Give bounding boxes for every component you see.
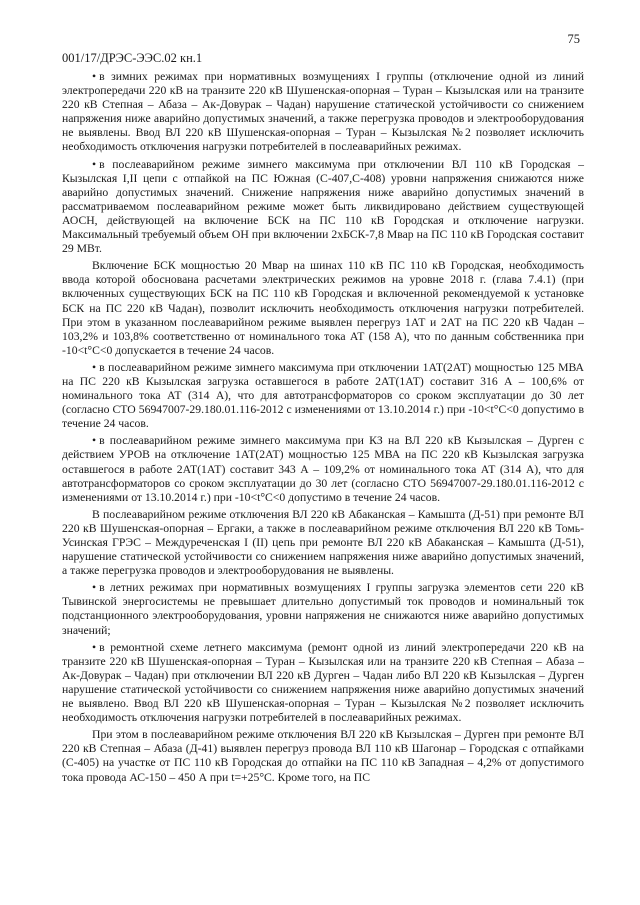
paragraph-text: В послеаварийном режиме отключения ВЛ 220 кВ Абаканская – Камышта (Д-51) при ремонте ВЛ 220 кВ Шушенская-опорная – Ергаки, а также в послеаварийном режиме отключения ВЛ 220 кВ Томь-Усинская ГРЭС – Междуреченская I (II) цепь при ремонте ВЛ 220 кВ Абаканская – Камышта (Д-51), нарушение статической устойчивости со снижением напряжения ниже аварийно допустимых значений, а также перегрузка проводов и электрооборудования не выявлены.	[62, 507, 584, 578]
paragraph-1	[62, 70, 584, 155]
bullet-mark: •	[92, 581, 97, 595]
paragraph-text: в ремонтной схеме летнего максимума (ремонт одной из линий электропередачи 220 кВ на транзите 220 кВ Шушенская-опорная – Туран – Кызылская или на транзите 220 кВ Степная – Абаза – Ак-Довурак – Чадан) при отключении ВЛ 220 кВ Дурген – Чадан либо ВЛ 220 кВ Кызылская – Дурген нарушение статической устойчивости со снижением напряжения ниже аварийно допустимых значений не выявлено. Ввод ВЛ 220 кВ Шушенская-опорная – Туран – Кызылская №2 позволяет исключить необходимость отключения нагрузки потребителей в послеаварийных режимах.	[62, 640, 584, 725]
document-body	[62, 70, 584, 788]
bullet-mark: •	[92, 157, 97, 171]
paragraph-4	[62, 361, 584, 431]
paragraph-text: в послеаварийном режиме зимнего максимума при КЗ на ВЛ 220 кВ Кызылская – Дурген с действием УРОВ на отключение 1АТ(2АТ) мощностью 125 МВА на ПС 220 кВ Кызылская загрузка оставшегося в работе 2АТ(1АТ) составит 343 А – 109,2% от номинального тока АТ (314 А), что для автотрансформаторов со сроком эксплуатации до 30 лет (согласно СТО 56947007-29.180.01.116-2012 с изменениями от 13.10.2014 г.) при -10<t°C<0 допустимо в течение 24 часов.	[62, 434, 584, 504]
paragraph-text: При этом в послеаварийном режиме отключения ВЛ 220 кВ Кызылская – Дурген при ремонте ВЛ 220 кВ Степная – Абаза (Д-41) выявлен перегруз провода ВЛ 110 кВ Шагонар – Городская с отпайками (С-405) на участке от ПС 110 кВ Городская до отпайки на ПС 110 кВ Западная – 4,2% от допустимого тока провода АС-150 – 450 А при t=+25°С. Кроме того, на ПС	[62, 728, 584, 784]
paragraph-7	[62, 581, 584, 637]
bullet-mark: •	[92, 434, 97, 448]
bullet-mark: •	[92, 70, 97, 83]
paragraph-5	[62, 434, 584, 504]
paragraph-text: в зимних режимах при нормативных возмущениях I группы (отключение одной из линий электропередачи 220 кВ на транзите 220 кВ Шушенская-опорная – Туран – Кызылская или на транзите 220 кВ Степная – Абаза – Ак-Довурак – Чадан) нарушение статической устойчивости со снижением напряжения ниже аварийно допустимых значений, а также перегрузка проводов и электрооборудования не выявлены. Ввод ВЛ 220 кВ Шушенская-опорная – Туран – Кызылская №2 позволяет исключить необходимость отключения нагрузки потребителей в послеаварийных режимах.	[62, 70, 584, 154]
paragraph-6	[62, 508, 584, 578]
paragraph-text: в послеаварийном режиме зимнего максимума при отключении ВЛ 110 кВ Городская – Кызылская I,II цепи с отпайкой на ПС Южная (С-407,С-408) уровни напряжения снижаются ниже аварийно допустимых значений. Снижение напряжения ниже аварийно допустимых значений в рассматриваемом послеаварийном режиме может быть ликвидировано действием существующей АОСН, действующей на включение БСК на ПС 110 кВ Городская и отключение нагрузки. Максимальный требуемый объем ОН при включении 2хБСК-7,8 Мвар на ПС 110 кВ Городская составит 29 МВт.	[62, 157, 584, 256]
paragraph-text: в послеаварийном режиме зимнего максимума при отключении 1АТ(2АТ) мощностью 125 МВА на ПС 220 кВ Кызылская загрузка оставшегося в работе 2АТ(1АТ) составит 316 А – 100,6% от номинального тока АТ (314 А), что для автотрансформаторов со сроком эксплуатации до 30 лет (согласно СТО 56947007-29.180.01.116-2012 с изменениями от 13.10.2014 г.) при -10<t°C<0 допустимо в течение 24 часов.	[62, 360, 584, 431]
paragraph-text: Включение БСК мощностью 20 Мвар на шинах 110 кВ ПС 110 кВ Городская, необходимость ввода которой обоснована расчетами электрических режимов на уровне 2018 г. (глава 7.4.1) (при включенных существующих БСК на ПС 110 кВ Городская и включенной рекомендуемой к установке БСК на ПС 220 кВ Чадан), позволит исключить необходимость отключения нагрузки потребителей. При этом в указанном послеаварийном режиме выявлен перегруз 1АТ и 2АТ на ПС 220 кВ Чадан – 103,2% и 103,8% соответственно от номинального тока АТ (158 А), что по данным собственника при -10<t°C<0 допускается в течение 24 часов.	[62, 259, 584, 357]
paragraph-8	[62, 641, 584, 726]
bullet-mark: •	[92, 640, 97, 654]
paragraph-text: в летних режимах при нормативных возмущениях I группы загрузка элементов сети 220 кВ Тывинской энергосистемы не превышает длительно допустимый ток проводов и номинальный ток подстанционного электрооборудования, уровни напряжения не снижаются ниже аварийно допустимых значений;	[62, 581, 584, 637]
paragraph-3	[62, 259, 584, 358]
page-number: 75	[567, 32, 580, 46]
bullet-mark: •	[92, 360, 97, 374]
paragraph-2	[62, 158, 584, 257]
paragraph-9	[62, 728, 584, 784]
document-code: 001/17/ДРЭС-ЭЭС.02 кн.1	[62, 51, 203, 65]
